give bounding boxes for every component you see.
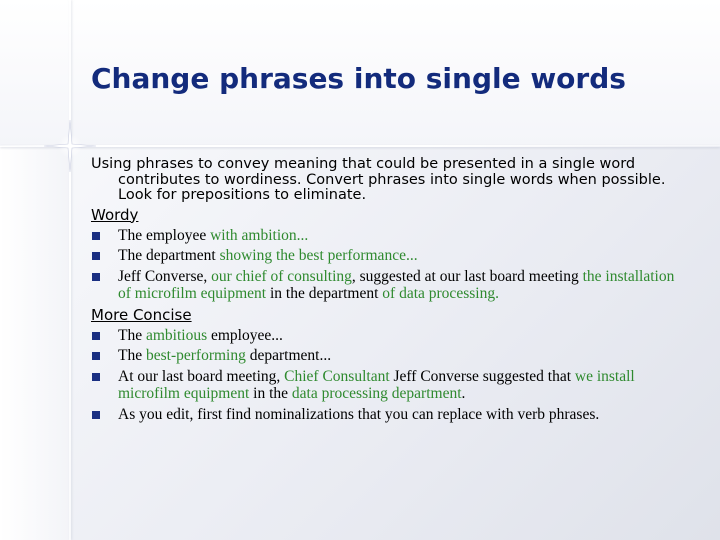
- square-bullet-icon: [92, 273, 100, 281]
- text-segment: Jeff Converse suggested that: [389, 367, 575, 385]
- highlighted-phrase: the installation of microfilm equipment: [118, 267, 675, 302]
- highlighted-phrase: our chief of consulting: [211, 267, 352, 285]
- square-bullet-icon: [92, 332, 100, 340]
- text-segment: in the: [249, 385, 292, 402]
- square-bullet-icon: [92, 411, 100, 419]
- text-segment: , suggested at our last board meeting: [351, 267, 583, 285]
- highlighted-phrase: showing the best performance...: [219, 247, 418, 264]
- highlighted-phrase: best-performing: [145, 347, 246, 364]
- text-segment: The employee: [118, 226, 211, 244]
- slide-title: Change phrases into single words: [91, 62, 626, 95]
- text-segment: department...: [245, 347, 332, 364]
- wordy-item: [91, 247, 691, 265]
- text-segment: At our last board meeting,: [118, 367, 285, 385]
- text-segment: The: [118, 347, 146, 364]
- concise-list: [91, 327, 691, 424]
- concise-item: [91, 368, 691, 403]
- wordy-heading: Wordy: [91, 205, 139, 224]
- concise-heading: More Concise: [91, 305, 192, 324]
- square-bullet-icon: [92, 373, 100, 381]
- text-segment: employee...: [207, 326, 283, 344]
- square-bullet-icon: [92, 352, 100, 360]
- concise-item: [91, 327, 691, 345]
- wordy-item: [91, 227, 691, 245]
- text-segment: The: [118, 326, 146, 344]
- horizontal-accent-line: [0, 145, 720, 147]
- intro-paragraph: Using phrases to convey meaning that could be presented in a single word contributes to wordiness. Convert phrases into single words when possible. Look for prepositions to eliminate.: [91, 156, 666, 203]
- highlighted-phrase: we install microfilm equipment: [118, 367, 635, 402]
- highlighted-phrase: of data processing.: [382, 285, 499, 302]
- highlighted-phrase: ambitious: [145, 326, 208, 344]
- wordy-list: [91, 227, 691, 303]
- slide-content: [91, 157, 691, 426]
- highlighted-phrase: Chief Consultant: [284, 367, 390, 385]
- concise-item: [91, 347, 691, 365]
- square-bullet-icon: [92, 252, 100, 260]
- concise-item: [91, 406, 691, 424]
- text-segment: .: [461, 385, 466, 402]
- vertical-accent-line: [69, 0, 71, 540]
- text-segment: Jeff Converse,: [118, 267, 212, 285]
- text-segment: As you edit, first find nominalizations that you can replace with verb phrases.: [118, 405, 600, 423]
- highlighted-phrase: with ambition...: [210, 226, 309, 244]
- highlighted-phrase: data processing department: [291, 385, 462, 402]
- square-bullet-icon: [92, 232, 100, 240]
- text-segment: in the department: [266, 285, 383, 302]
- wordy-item: [91, 268, 691, 303]
- text-segment: The department: [118, 247, 220, 264]
